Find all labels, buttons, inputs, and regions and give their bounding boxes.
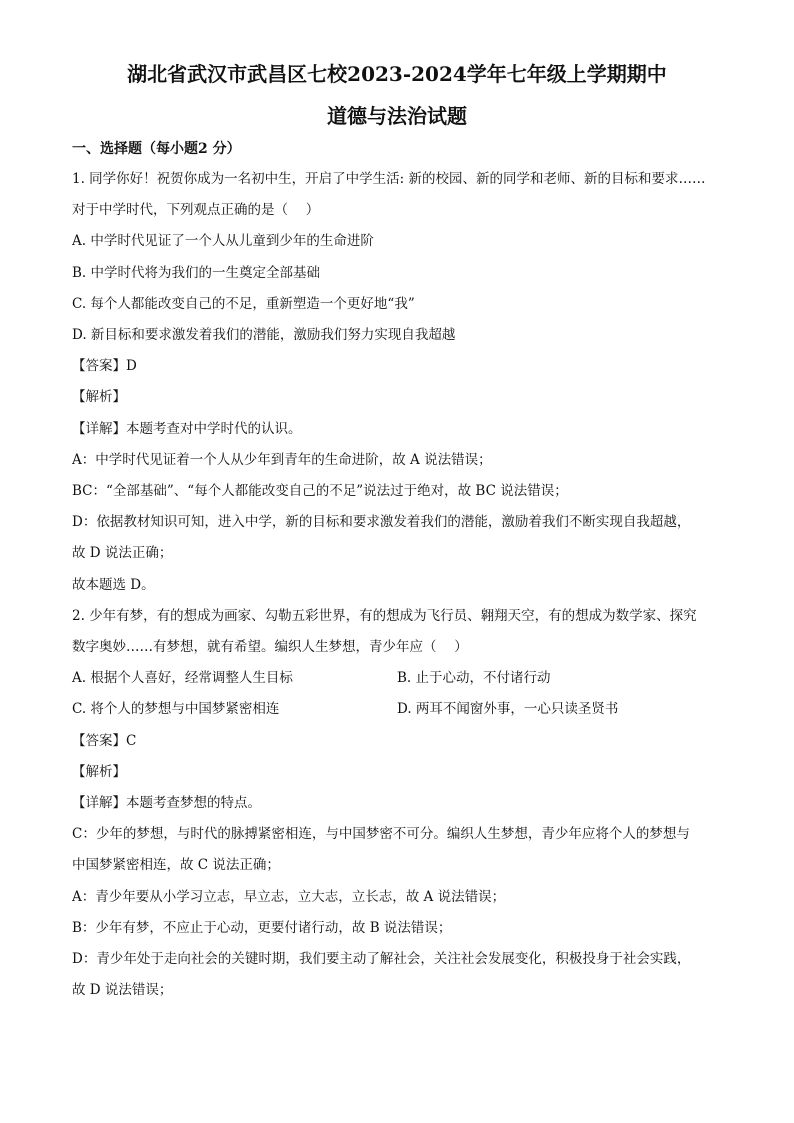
question-2-stem-line: 数字奥妙……有梦想，就有希望。编织人生梦想，青少年应（ ） <box>72 639 468 656</box>
question-1-option-b: B. 中学时代将为我们的一生奠定全部基础 <box>72 264 321 281</box>
question-2-option-a: A. 根据个人喜好，经常调整人生目标 <box>72 670 293 687</box>
question-2-detail-line: D：青少年处于走向社会的关键时期，我们要主动了解社会，关注社会发展变化，积极投身于社会实践， <box>72 951 691 968</box>
section-heading: 一、选择题（每小题2 分） <box>72 141 241 157</box>
question-1-analysis-label: 【解析】 <box>72 389 126 406</box>
question-2-detail-line: A：青少年要从小学习立志，早立志，立大志，立长志，故 A 说法错误； <box>72 888 506 905</box>
question-2-option-d: D. 两耳不闻窗外事，一心只读圣贤书 <box>397 701 619 718</box>
question-2-detail-line: 【详解】本题考查梦想的特点。 <box>72 795 261 812</box>
question-2 <box>72 601 722 1007</box>
question-2-options-row <box>72 694 722 725</box>
question-1-detail-line: A：中学时代见证着一个人从少年到青年的生命进阶，故 A 说法错误； <box>72 451 492 468</box>
page-subtitle: 道德与法治试题 <box>327 104 467 128</box>
question-1-detail-line: 【详解】本题考查对中学时代的认识。 <box>72 420 302 437</box>
question-2-stem-line: 2. 少年有梦，有的想成为画家、勾勒五彩世界，有的想成为飞行员、翱翔天空，有的想成为数学家、探究 <box>72 607 697 624</box>
question-2-detail-line: 故 D 说法错误； <box>72 982 173 999</box>
question-1-answer: 【答案】D <box>72 358 137 375</box>
question-2-option-b: B. 止于心动，不付诸行动 <box>397 670 551 687</box>
question-1-stem-line: 对于中学时代，下列观点正确的是（ ） <box>72 202 320 219</box>
question-1-option-d: D. 新目标和要求激发着我们的潜能，激励我们努力实现自我超越 <box>72 327 456 344</box>
question-1-detail-line: D：依据教材知识可知，进入中学，新的目标和要求激发着我们的潜能，激励着我们不断实现自我超越， <box>72 514 691 531</box>
question-2-option-c: C. 将个人的梦想与中国梦紧密相连 <box>72 701 280 718</box>
question-2-answer: 【答案】C <box>72 732 137 749</box>
question-2-detail-line: 中国梦紧密相连，故 C 说法正确； <box>72 857 280 874</box>
question-1-option-c: C. 每个人都能改变自己的不足，重新塑造一个更好地“我” <box>72 295 415 312</box>
question-1-detail-line: 故 D 说法正确； <box>72 545 173 562</box>
question-1 <box>72 164 722 601</box>
page-title: 湖北省武汉市武昌区七校2023-2024学年七年级上学期期中 <box>127 62 667 86</box>
question-1-stem-line: 1. 同学你好！祝贺你成为一名初中生，开启了中学生活: 新的校园、新的同学和老师、新的目标和要求…… <box>72 171 706 187</box>
question-2-detail-line: B：少年有梦，不应止于心动，更要付诸行动，故 B 说法错误； <box>72 919 452 936</box>
question-1-detail-line: 故本题选 D。 <box>72 576 155 593</box>
question-2-detail-line: C：少年的梦想，与时代的脉搏紧密相连，与中国梦密不可分。编织人生梦想，青少年应将个人的梦想与 <box>72 826 690 843</box>
question-2-options-row <box>72 663 722 694</box>
question-1-detail-line: BC：“全部基础”、“每个人都能改变自己的不足”说法过于绝对，故 BC 说法错误； <box>72 483 568 500</box>
question-1-option-a: A. 中学时代见证了一个人从儿童到少年的生命进阶 <box>72 233 374 250</box>
question-2-analysis-label: 【解析】 <box>72 763 126 780</box>
